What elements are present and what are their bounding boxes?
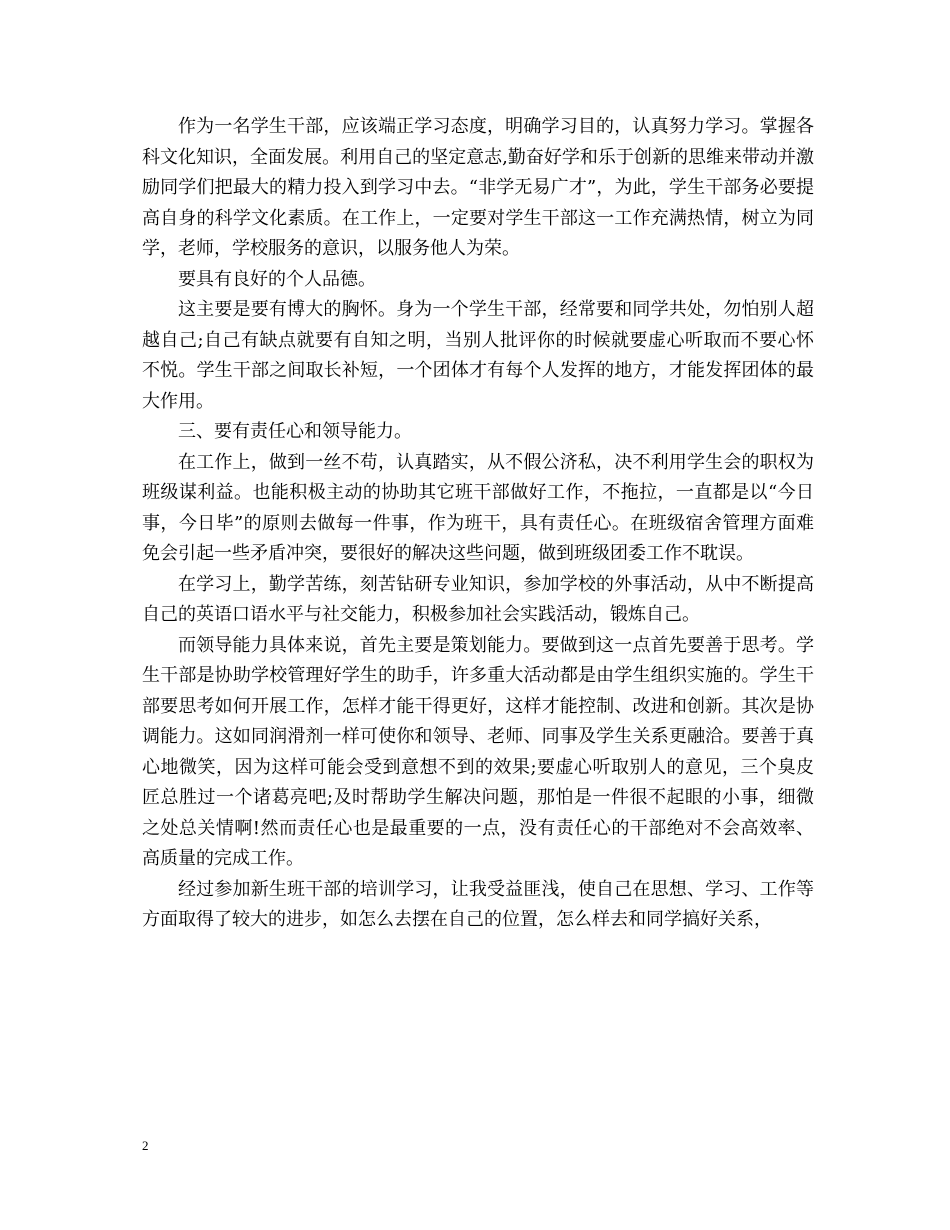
page-number: 2 <box>142 1138 149 1153</box>
paragraph-work-conduct: 在工作上，做到一丝不苟，认真踏实，从不假公济私，决不利用学生会的职权为班级谋利益。也能积极主动的协助其它班干部做好工作，不拖拉，一直都是以“今日事，今日毕”的原则去做每一件事，作为班干，具有责任心。在班级宿舍管理方面难免会引起一些矛盾冲突，要很好的解决这些问题，做到班级团委工作不耽误。 <box>142 451 814 564</box>
paragraph-training-gains: 经过参加新生班干部的培训学习，让我受益匪浅，使自己在思想、学习、工作等方面取得了较大的进步，如怎么去摆在自己的位置，怎么样去和同学搞好关系， <box>142 878 814 930</box>
paragraph-study-conduct: 在学习上，勤学苦练，刻苦钻研专业知识，参加学校的外事活动，从中不断提高自己的英语口语水平与社交能力，积极参加社会实践活动，锻炼自己。 <box>142 573 814 625</box>
document-body <box>142 112 814 936</box>
paragraph-good-character: 要具有良好的个人品德。 <box>178 268 376 290</box>
paragraph-broad-mind: 这主要是要有博大的胸怀。身为一个学生干部，经常要和同学共处，勿怕别人超越自己;自己有缺点就要有自知之明，当别人批评你的时候就要虚心听取而不要心怀不悦。学生干部之间取长补短，一个团体才有每个人发挥的地方，才能发挥团体的最大作用。 <box>142 299 814 412</box>
paragraph-study-attitude: 作为一名学生干部，应该端正学习态度，明确学习目的，认真努力学习。掌握各科文化知识，全面发展。利用自己的坚定意志,勤奋好学和乐于创新的思维来带动并激励同学们把最大的精力投入到学习中去。“非学无易广才”，为此，学生干部务必要提高自身的科学文化素质。在工作上，一定要对学生干部这一工作充满热情，树立为同学，老师，学校服务的意识，以服务他人为荣。 <box>142 116 814 259</box>
section-heading-responsibility: 三、要有责任心和领导能力。 <box>178 421 412 442</box>
paragraph-leadership: 而领导能力具体来说，首先主要是策划能力。要做到这一点首先要善于思考。学生干部是协助学校管理好学生的助手，许多重大活动都是由学生组织实施的。学生干部要思考如何开展工作，怎样才能干得更好，这样才能控制、改进和创新。其次是协调能力。这如同润滑剂一样可使你和领导、老师、同事及学生关系更融洽。要善于真心地微笑，因为这样可能会受到意想不到的效果;要虚心听取别人的意见，三个臭皮匠总胜过一个诸葛亮吧;及时帮助学生解决问题，那怕是一件很不起眼的小事，细微之处总关情啊!然而责任心也是最重要的一点，没有责任心的干部绝对不会高效率、高质量的完成工作。 <box>142 634 814 869</box>
